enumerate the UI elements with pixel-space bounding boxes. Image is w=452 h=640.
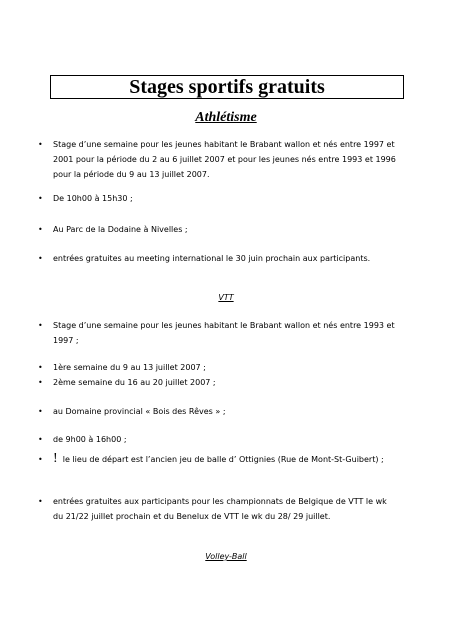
- bullet-icon: •: [38, 435, 43, 444]
- list-item-text: au Domaine provincial « Bois des Rêves » ;: [53, 407, 226, 416]
- bullet-icon: •: [38, 455, 43, 464]
- exclamation-mark: !: [53, 451, 58, 466]
- section-heading-vtt: VTT: [218, 293, 234, 302]
- list-item: [38, 452, 398, 467]
- bullet-icon: •: [38, 363, 43, 372]
- bullet-icon: •: [38, 194, 43, 203]
- list-item: [38, 404, 398, 419]
- bullet-icon: •: [38, 254, 43, 263]
- list-item-text: De 10h00 à 15h30 ;: [53, 194, 133, 203]
- list-item-text: de 9h00 à 16h00 ;: [53, 435, 127, 444]
- list-item: [38, 432, 398, 447]
- list-item: [38, 375, 398, 390]
- list-item: [38, 494, 398, 524]
- list-item: [38, 318, 398, 348]
- list-item-text: 1ère semaine du 9 au 13 juillet 2007 ;: [53, 363, 206, 372]
- bullet-icon: •: [38, 321, 43, 330]
- bullet-icon: •: [38, 378, 43, 387]
- list-item: [38, 191, 398, 206]
- bullet-icon: •: [38, 407, 43, 416]
- section-heading-athletisme: Athlétisme: [195, 110, 257, 125]
- list-item: [38, 360, 398, 375]
- list-item-text: Au Parc de la Dodaine à Nivelles ;: [53, 225, 188, 234]
- list-item-text: Stage d’une semaine pour les jeunes habitant le Brabant wallon et nés entre 1997 et 2001 pour la période du 2 au 6 juillet 2007 et pour les jeunes nés entre 1993 et 1996 pour la période du 9 au 13 juillet 2007.: [53, 140, 396, 179]
- bullet-icon: •: [38, 140, 43, 149]
- list-item: [38, 137, 398, 182]
- list-item-text: Stage d’une semaine pour les jeunes habitant le Brabant wallon et nés entre 1993 et 1997 ;: [53, 321, 395, 345]
- list-item-text: [53, 452, 398, 467]
- document-title: Stages sportifs gratuits: [129, 76, 325, 98]
- bullet-icon: •: [38, 497, 43, 506]
- section-heading-volley-ball: Volley-Ball: [205, 552, 247, 561]
- title-box: [50, 75, 404, 99]
- list-item-text-body: le lieu de départ est l’ancien jeu de balle d’ Ottignies (Rue de Mont-St-Guibert) ;: [62, 455, 384, 464]
- list-item-text: entrées gratuites au meeting international le 30 juin prochain aux participants.: [53, 254, 371, 263]
- list-item-text: entrées gratuites aux participants pour les championnats de Belgique de VTT le wk du 21/22 juillet prochain et du Benelux de VTT le wk du 28/ 29 juillet.: [53, 497, 387, 521]
- list-item: [38, 222, 398, 237]
- list-item-text: 2ème semaine du 16 au 20 juillet 2007 ;: [53, 378, 216, 387]
- list-item: [38, 251, 398, 266]
- bullet-icon: •: [38, 225, 43, 234]
